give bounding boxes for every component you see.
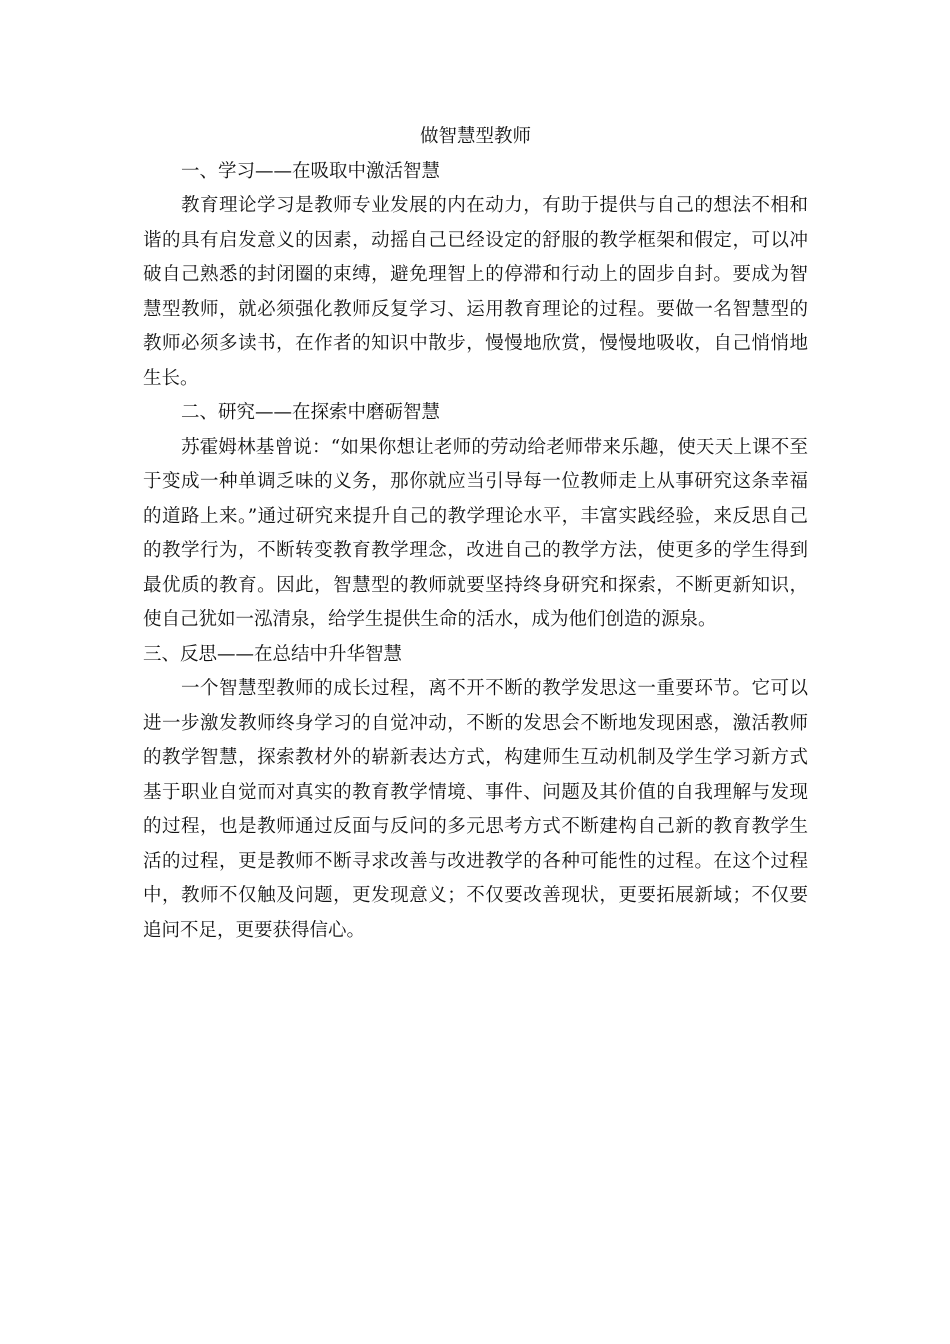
section-heading-learning: 一、学习——在吸取中激活智慧	[181, 160, 441, 182]
section-paragraph-learning: 教育理论学习是教师专业发展的内在动力，有助于提供与自己的想法不相和谐的具有启发意义的因素，动摇自己已经设定的舒服的教学框架和假定，可以冲破自己熟悉的封闭圈的束缚，避免理智上的停滞和行动上的固步自封。要成为智慧型教师，就必须强化教师反复学习、运用教育理论的过程。要做一名智慧型的教师必须多读书，在作者的知识中散步，慢慢地欣赏，慢慢地吸收，自己悄悄地生长。	[143, 195, 808, 389]
document-title: 做智慧型教师	[419, 126, 531, 147]
section-heading-reflection: 三、反思——在总结中升华智慧	[143, 643, 403, 665]
section-paragraph-research: 苏霍姆林基曾说：“如果你想让老师的劳动给老师带来乐趣，使天天上课不至于变成一种单调乏味的义务，那你就应当引导每一位教师走上从事研究这条幸福的道路上来。”通过研究来提升自己的教学理论水平，丰富实践经验，来反思自己的教学行为，不断转变教育教学理念，改进自己的教学方法，使更多的学生得到最优质的教育。因此，智慧型的教师就要坚持终身研究和探索，不断更新知识，使自己犹如一泓清泉，给学生提供生命的活水，成为他们创造的源泉。	[143, 436, 808, 630]
document-body	[143, 120, 808, 948]
section-paragraph-reflection: 一个智慧型教师的成长过程，离不开不断的教学发思这一重要环节。它可以进一步激发教师终身学习的自觉冲动，不断的发思会不断地发现困惑，激活教师的教学智慧，探索教材外的崭新表达方式，构建师生互动机制及学生学习新方式基于职业自觉而对真实的教育教学情境、事件、问题及其价值的自我理解与发现的过程，也是教师通过反面与反问的多元思考方式不断建构自己新的教育教学生活的过程，更是教师不断寻求改善与改进教学的各种可能性的过程。在这个过程中，教师不仅触及问题，更发现意义；不仅要改善现状，更要拓展新域；不仅要追问不足，更要获得信心。	[143, 678, 808, 941]
section-heading-research: 二、研究——在探索中磨砺智慧	[181, 402, 441, 423]
